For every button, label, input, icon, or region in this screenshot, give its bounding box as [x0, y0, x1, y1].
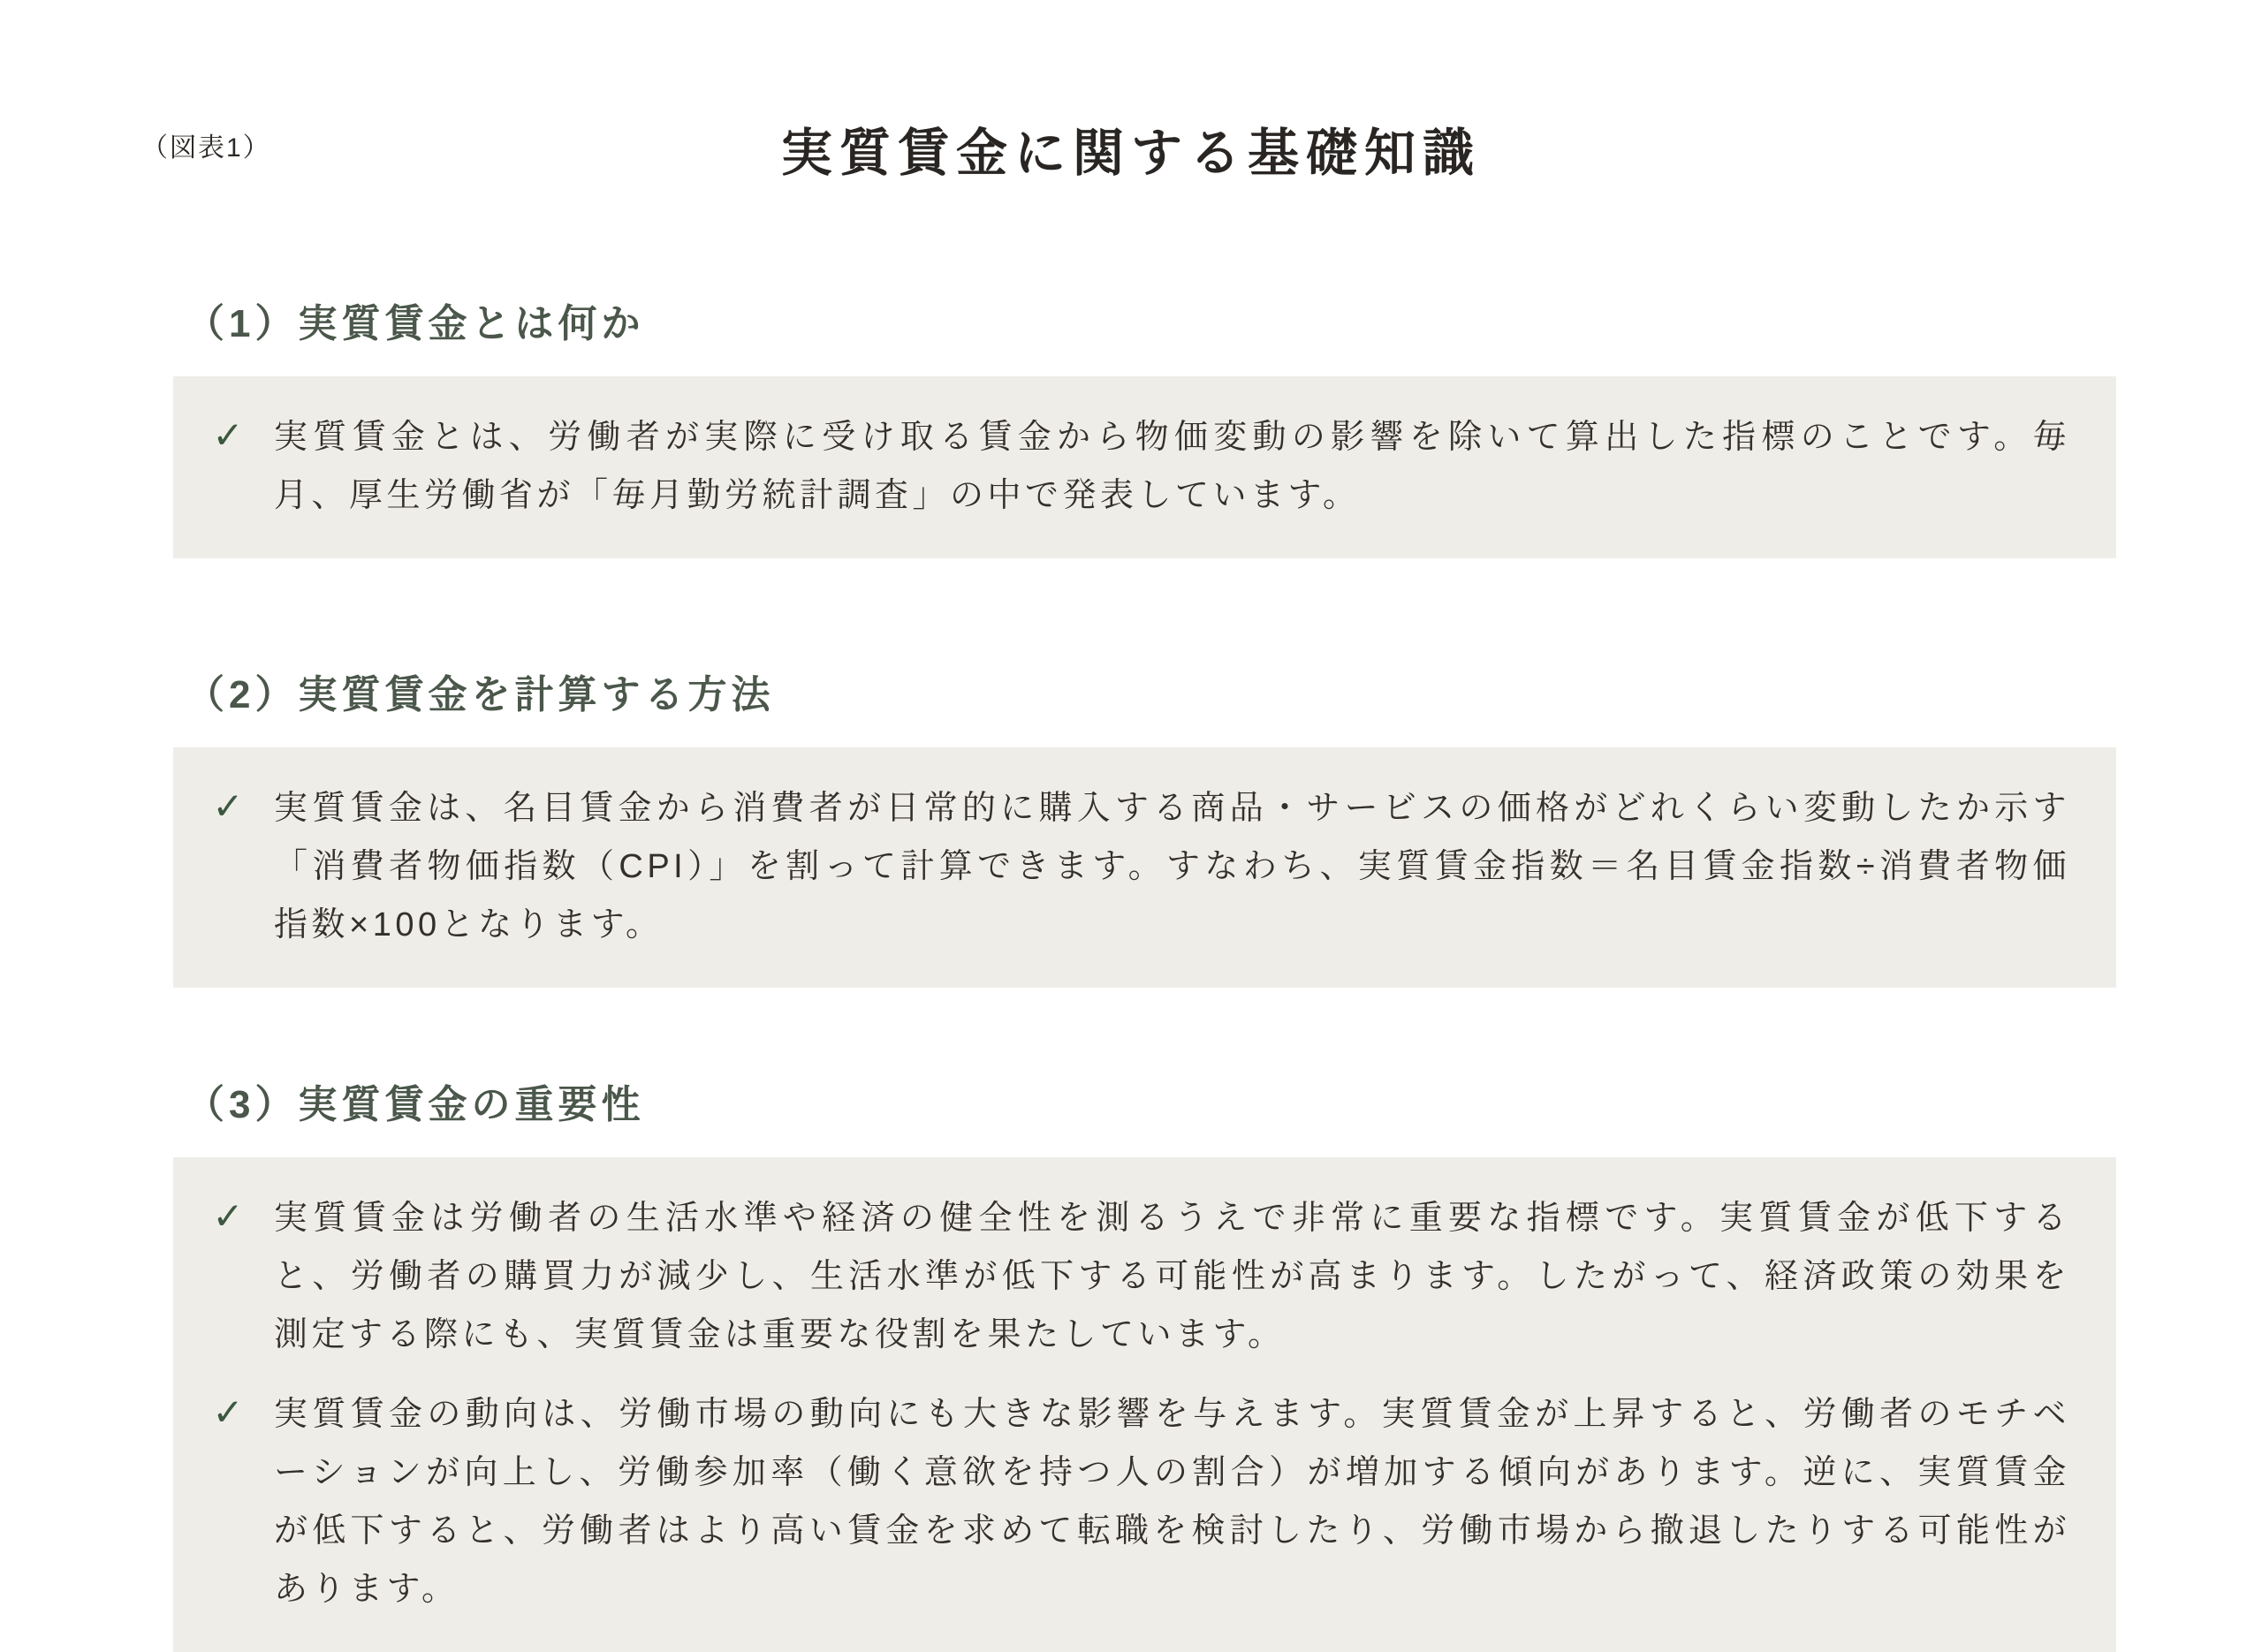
section-1-heading: （1）実質賃金とは何か — [186, 302, 645, 345]
section-what-is-real-wage — [173, 292, 2116, 558]
page-header — [0, 0, 2262, 191]
section-3-checklist-box — [173, 1157, 2116, 1652]
section-importance — [173, 1072, 2116, 1652]
list-item — [205, 1385, 2070, 1618]
bullet-text: 実質賃金は労働者の生活水準や経済の健全性を測るうえで非常に重要な指標です。実質賃金が低下すると、労働者の購買力が減少し、生活水準が低下する可能性が高まります。したがって、経済政策の効果を測定する際にも、実質賃金は重要な役割を果たしています。 — [274, 1200, 2070, 1353]
check-icon: ✓ — [212, 414, 244, 456]
list-item — [205, 408, 2070, 525]
section-2-checklist-box — [173, 747, 2116, 988]
page-title: 実質賃金に関する基礎知識 — [780, 125, 1481, 182]
check-icon: ✓ — [212, 1391, 244, 1433]
bullet-text: 実質賃金は、名目賃金から消費者が日常的に購入する商品・サービスの価格がどれくらい変動したか示す「消費者物価指数（CPI）」を割って計算できます。すなわち、実質賃金指数＝名目賃金指数÷消費者物価指数×100となります。 — [274, 790, 2070, 943]
figure-label: （図表1） — [141, 133, 271, 163]
section-2-heading: （2）実質賃金を計算する方法 — [186, 673, 775, 716]
bullet-text: 実質賃金の動向は、労働市場の動向にも大きな影響を与えます。実質賃金が上昇すると、労働者のモチベーションが向上し、労働参加率（働く意欲を持つ人の割合）が増加する傾向があります。逆に、実質賃金が低下すると、労働者はより高い賃金を求めて転職を検討したり、労働市場から撤退したりする可能性があります。 — [274, 1396, 2070, 1608]
section-1-checklist-box — [173, 376, 2116, 558]
section-how-to-calculate — [173, 663, 2116, 988]
section-3-heading: （3）実質賃金の重要性 — [186, 1083, 645, 1126]
list-item — [205, 779, 2070, 954]
list-item — [205, 1189, 2070, 1364]
bullet-text: 実質賃金とは、労働者が実際に受け取る賃金から物価変動の影響を除いて算出した指標のことです。毎月、厚生労働省が「毎月勤労統計調査」の中で発表しています。 — [274, 419, 2070, 514]
check-icon: ✓ — [212, 785, 244, 827]
check-icon: ✓ — [212, 1195, 244, 1237]
